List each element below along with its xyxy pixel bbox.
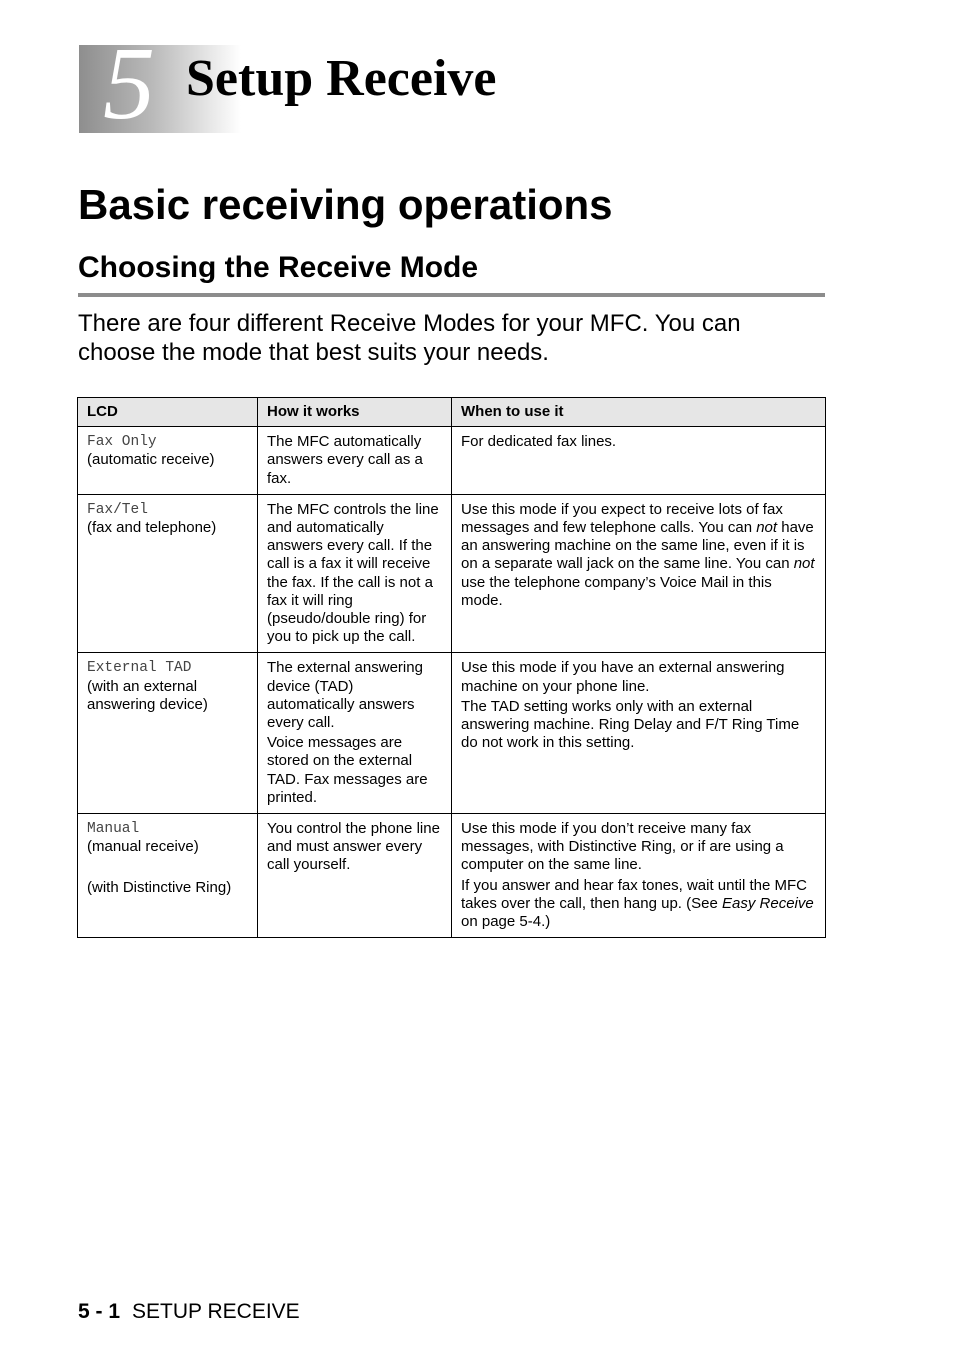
- header-lcd: LCD: [78, 398, 258, 427]
- lcd-code: Fax/Tel: [87, 501, 148, 518]
- when-emphasis: not: [756, 519, 778, 537]
- how-cell: You control the phone line and must answer every call yourself.: [258, 814, 452, 938]
- lcd-cell: [78, 494, 258, 653]
- when-cell: [452, 653, 826, 814]
- how-paragraph: The external answering device (TAD) automatically answers every call.: [267, 659, 423, 732]
- section-title: Basic receiving operations: [78, 181, 613, 228]
- table-row: [78, 653, 826, 814]
- when-text: use the telephone company’s Voice Mail in this mode.: [461, 573, 772, 609]
- when-cell: [452, 494, 826, 653]
- when-text: have an answering machine on the same line, even if it is on a separate wall jack on the same line. You can: [461, 519, 814, 573]
- subsection-title: Choosing the Receive Mode: [78, 251, 479, 284]
- intro-paragraph: There are four different Receive Modes for your MFC. You can choose the mode that best suits your needs.: [78, 310, 741, 366]
- how-paragraph: Voice messages are stored on the external TAD. Fax messages are printed.: [267, 734, 428, 806]
- lcd-description: (with Distinctive Ring): [87, 879, 232, 897]
- when-cell: For dedicated fax lines.: [452, 427, 826, 495]
- lcd-code: Manual: [87, 821, 140, 838]
- when-text: on page 5-4.): [461, 913, 551, 931]
- how-cell: The MFC controls the line and automatically answers every call. If the call is a fax it will receive the fax. If the call is not a fax it will ring (pseudo/double ring) for you to pick up the call.: [258, 494, 452, 653]
- lcd-description: (automatic receive): [87, 451, 215, 469]
- when-cell: [452, 814, 826, 938]
- table-row: [78, 427, 826, 495]
- footer-section: SETUP RECEIVE: [132, 1300, 300, 1323]
- page-number: 5 - 1: [78, 1300, 121, 1323]
- when-emphasis: Easy Receive: [722, 894, 814, 912]
- table-row: [78, 814, 826, 938]
- when-paragraph: [461, 877, 817, 932]
- when-paragraph: Use this mode if you have an external answering machine on your phone line.: [461, 659, 785, 695]
- when-paragraph: Use this mode if you don’t receive many fax messages, with Distinctive Ring, or if are using a computer on the same line.: [461, 820, 784, 874]
- lcd-cell: [78, 653, 258, 814]
- header-how-it-works: How it works: [258, 398, 452, 427]
- lcd-code: External TAD: [87, 660, 192, 677]
- subsection-rule: [78, 293, 825, 297]
- how-cell: [258, 653, 452, 814]
- lcd-description: (fax and telephone): [87, 519, 217, 537]
- lcd-cell: [78, 427, 258, 495]
- chapter-number: 5: [103, 26, 155, 141]
- receive-mode-table: [77, 397, 826, 938]
- how-cell: The MFC automatically answers every call as a fax.: [258, 427, 452, 495]
- table-row: [78, 494, 826, 653]
- when-text: Use this mode if you expect to receive lots of fax messages and few telephone calls. You can: [461, 500, 783, 537]
- when-paragraph: The TAD setting works only with an external answering machine. Ring Delay and F/T Ring Time do not work in this setting.: [461, 697, 800, 752]
- when-text: If you answer and hear fax tones, wait until the MFC takes over the call, then hang up. (See: [461, 876, 808, 912]
- chapter-title: Setup Receive: [186, 50, 497, 107]
- lcd-description: (manual receive): [87, 838, 199, 856]
- when-emphasis: not: [793, 555, 815, 573]
- header-when-to-use: When to use it: [452, 398, 826, 427]
- table-header-row: [78, 398, 826, 427]
- page-footer: [78, 1301, 300, 1322]
- lcd-cell: [78, 814, 258, 938]
- lcd-description: (with an external answering device): [87, 677, 208, 713]
- lcd-code: Fax Only: [87, 434, 157, 451]
